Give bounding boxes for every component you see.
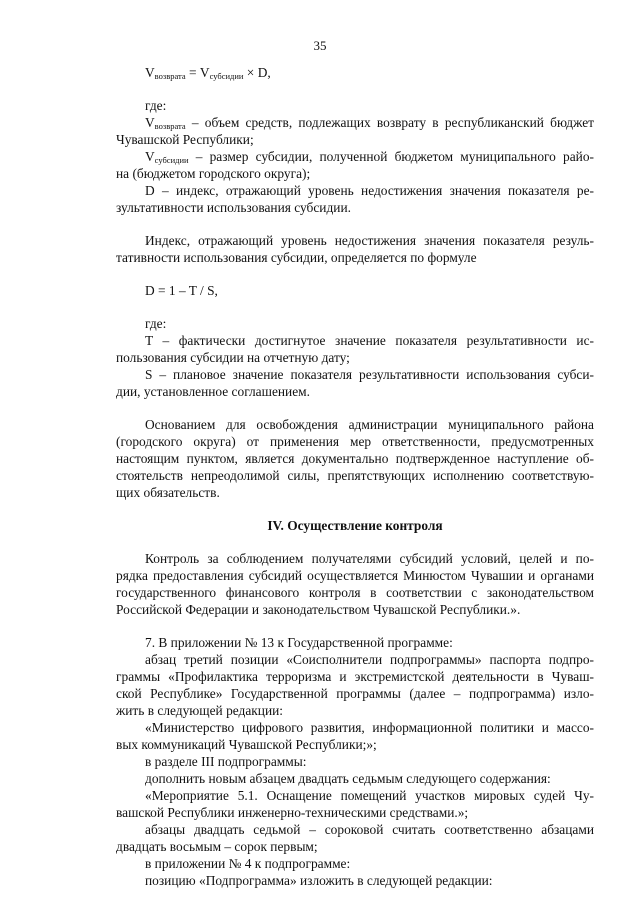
def-t: T – фактически достигнутое значение показателя результативности ис- bbox=[145, 333, 594, 348]
item-7-line-12: двадцать восьмым – сорок первым; bbox=[116, 839, 318, 854]
item-7-line-7: в разделе III подпрограммы: bbox=[145, 754, 307, 769]
index-para: Индекс, отражающий уровень недостижения значения показателя резуль- bbox=[145, 233, 594, 248]
basis-para-2: (городского округа) от применения мер ответственности, предусмотренных bbox=[116, 434, 594, 449]
basis-para-3: настоящим пунктом, является документально подтвержденное наступление об- bbox=[116, 451, 594, 466]
formula-return: $V_{возврата} = V_{субсидии} \times D$, bbox=[145, 65, 271, 81]
page-number: 35 bbox=[313, 38, 327, 53]
control-para-1: Контроль за соблюдением получателями субсидий условий, целей и по- bbox=[145, 551, 594, 566]
control-para-3: государственного финансового контроля в соответствии с законодательством bbox=[116, 585, 594, 600]
control-para-4: Российской Федерации и законодательством Чувашской Республики.». bbox=[116, 602, 521, 617]
where-label: где: bbox=[145, 98, 167, 113]
def-d-cont: зультативности использования субсидии. bbox=[116, 200, 351, 215]
control-para-2: рядка предоставления субсидий осуществляется Минюстом Чувашии и органами bbox=[116, 568, 594, 583]
item-7-line-1: абзац третий позиции «Соисполнители подпрограммы» паспорта подпро- bbox=[145, 652, 594, 667]
def-t-cont: пользования субсидии на отчетную дату; bbox=[116, 350, 350, 365]
basis-para-4: стоятельств непреодолимой силы, препятствующих исполнению соответствую- bbox=[116, 468, 594, 483]
basis-para-1: Основанием для освобождения администрации муниципального района bbox=[145, 417, 594, 432]
def-v-return: $V_{возврата}$ – объем средств, подлежащих возврату в республиканский бюджет bbox=[145, 115, 594, 131]
def-s-cont: дии, установленное соглашением. bbox=[116, 384, 310, 399]
item-7: 7. В приложении № 13 к Государственной программе: bbox=[145, 635, 453, 650]
where-label-2: где: bbox=[145, 316, 167, 331]
section-heading: IV. Осуществление контроля bbox=[267, 518, 443, 533]
def-v-return-cont: Чувашской Республики; bbox=[116, 132, 254, 147]
item-7-line-11: абзацы двадцать седьмой – сороковой считать соответственно абзацами bbox=[145, 822, 594, 837]
def-v-subsidy-cont: на (бюджетом городского округа); bbox=[116, 166, 311, 181]
item-7-line-2: граммы «Профилактика терроризма и экстремистской деятельности в Чуваш- bbox=[116, 669, 594, 684]
item-7-line-6: вых коммуникаций Чувашской Республики;»; bbox=[116, 737, 377, 752]
item-7-line-4: жить в следующей редакции: bbox=[116, 703, 284, 718]
item-7-line-13: в приложении № 4 к подпрограмме: bbox=[145, 856, 351, 871]
item-7-line-3: ской Республике» Государственной программы (далее – подпрограмма) изло- bbox=[116, 686, 594, 701]
item-7-line-8: дополнить новым абзацем двадцать седьмым следующего содержания: bbox=[145, 771, 551, 786]
item-7-line-14: позицию «Подпрограмма» изложить в следующей редакции: bbox=[145, 873, 493, 888]
def-v-subsidy: $V_{субсидии}$ – размер субсидии, полученной бюджетом муниципального райо- bbox=[145, 149, 594, 165]
item-7-line-5: «Министерство цифрового развития, информационной политики и массо- bbox=[145, 720, 594, 735]
item-7-line-10: вашской Республики инженерно-техническими средствами.»; bbox=[116, 805, 469, 820]
formula-d: D = 1 – T / S, bbox=[145, 283, 218, 298]
item-7-line-9: «Мероприятие 5.1. Оснащение помещений участков мировых судей Чу- bbox=[145, 788, 594, 803]
def-d: D – индекс, отражающий уровень недостижения значения показателя ре- bbox=[145, 183, 594, 198]
basis-para-5: щих обязательств. bbox=[116, 485, 220, 500]
def-s: S – плановое значение показателя результативности использования субси- bbox=[145, 367, 594, 382]
index-para-cont: тативности использования субсидии, определяется по формуле bbox=[116, 250, 477, 265]
